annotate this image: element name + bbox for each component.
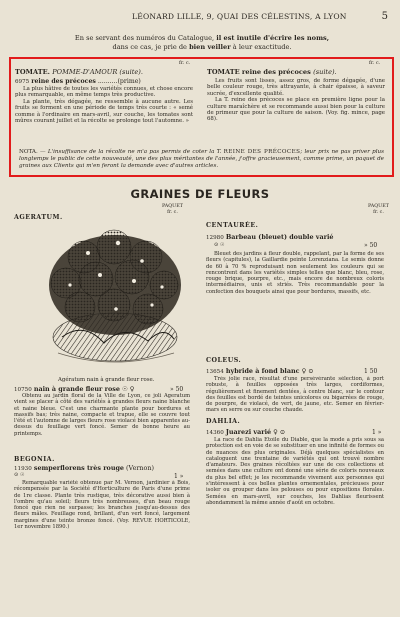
tomate-right-para-1: Les fruits sont lisses, assez gros, de forme dégagée, d'une belle couleur rouge, très attrayante, à chair épaisse, à saveur sucrée, d'excellente qualité.	[207, 78, 385, 97]
tomate-right-suite: (suite).	[313, 68, 337, 76]
entry-name: Barbeau (bleuet) double varié	[225, 233, 334, 241]
item-prime-label: ..........(prime)	[97, 78, 141, 85]
header-title: LÉONARD LILLE, 9, QUAI DES CÉLESTINS, A LYON	[132, 12, 347, 21]
tomate-title: TOMATE.	[15, 68, 50, 76]
item-number: 6975	[15, 79, 30, 85]
cultivation-symbols: ⊙ ☉	[14, 472, 25, 478]
entry-coleus-text: Très jolie race, résultat d'une persévérante sélection, à port robuste, à feuilles opposées très larges, cordiformes, régulièrement et finement dentées, à centre blanc, sur le contour des feuilles est bordé de teintes unicolores ou bigarrées de rouge, de pourpre, de violacé, de vert, de jaune, etc. Semer en février-mars en serre ou sur couche chaude.	[206, 376, 384, 414]
nota-text: — L'insuffisance de la récolte ne m'a pas permis de coter la T.	[39, 149, 222, 155]
paquet-label: PAQUET	[368, 204, 389, 209]
entry-number: 12980	[206, 235, 224, 241]
tomate-left-para-1: La plus hâtive de toutes les variétés connues, et chose encore plus remarquable, en même temps très productive.	[15, 86, 193, 99]
price-unit-right: fr. c.	[369, 60, 381, 66]
tomate-left-description	[15, 86, 193, 124]
tomate-left-title	[15, 68, 143, 76]
entry-price: 1 »	[372, 429, 382, 436]
intro-line2-bold: bien veiller	[189, 43, 231, 51]
entry-number: 10750	[14, 387, 32, 393]
entry-price: 1 »	[174, 473, 184, 480]
entry-price: » 50	[364, 242, 378, 249]
entry-ageratum	[14, 385, 134, 393]
category-begonia: BEGONIA.	[14, 456, 55, 463]
tomate-subtitle: POMME-D'AMOUR (suite).	[52, 68, 143, 76]
entry-number: 11930	[14, 466, 32, 472]
tomate-right-title-text: TOMATE reine des précoces	[207, 68, 311, 76]
entry-ageratum-text: Obtenu au jardin floral de la Ville de Lyon, ce joli Ageratum vient se placer à côté des variétés à grandes fleurs naine blanche et naine bleue. C'est une charmante plante pour bordures et massifs bas; très naine, compacte et trapue, elle se couvre tout l'été et l'automne de larges fleurs rose violacé bien apparentes au-dessus du feuillage vert foncé. Semer de bonne heure au printemps.	[14, 393, 190, 437]
tomate-left-para-2: La plante, très dégagée, ne ressemble à aucune autre. Les fruits se forment en une période de temps très courte : « semé comme à l'ordinaire en mars-avril, sur couche, les tomates sont mûres courant juillet et la récolte se prolonge tout l'automne. »	[15, 98, 193, 125]
entry-name: semperflorens très rouge	[33, 464, 124, 472]
entry-name: nain à grande fleur rose	[33, 385, 120, 393]
entry-centauree-text: Bleuet des jardins à fleur double, rappelant, par la forme de ses fleurs (capitules), la Gaillardie peinte Lorenziana. Le semis donne de 60 à 70 % reproduisant non seulement les couleurs qui se rencontrent dans les variétés simples telles que blanc, bleu, rose, rouge brique, pourpre, etc., mais encore de nombreux coloris intermédiaires, unis et striés. Très recommandable pour la confection des bouquets ainsi que pour bordures, massifs, etc.	[206, 251, 384, 295]
entry-number: 14360	[206, 430, 224, 436]
entry-begonia	[14, 464, 154, 472]
section-title: GRAINES DE FLEURS	[130, 187, 270, 201]
category-dahlia: DAHLIA.	[206, 418, 241, 425]
entry-price: 1 50	[364, 368, 378, 375]
nota-variety: REINE DES PRÉCOCES	[223, 149, 301, 155]
tomate-right-title	[207, 68, 337, 76]
category-ageratum: AGERATUM.	[14, 214, 63, 221]
intro-line1-pre: En se servant des numéros du Catalogue,	[74, 34, 215, 42]
tomate-right-para-2: La T. reine des précoces se place en première ligne pour la culture maraîchère et se recommande aussi bien pour la culture de primeur que pour la culture de saison. (Voy. fig. mince, page 68).	[207, 97, 385, 123]
intro-line2-pre: dans ce cas, je prie de	[112, 43, 187, 51]
cultivation-symbols: ♀ ⊙	[301, 367, 314, 375]
item-name: reine des précoces	[31, 78, 96, 85]
entry-coleus	[206, 367, 314, 375]
paquet-unit: fr. c.	[373, 209, 384, 215]
category-coleus: COLEUS.	[206, 357, 242, 364]
cultivation-symbols: ☉ ♀	[121, 385, 135, 393]
page-number: 5	[381, 11, 388, 22]
entry-price: » 50	[170, 386, 184, 393]
entry-dahlia-text: La race de Dahlia Etoile du Diable, que la mode a pris sous sa protection est en voie de se substituer en une infinité de formes ou de nuances des plus originales. Déjà quelques spécialistes en cataloguent une trentaine de variétés qui ont trouvé nombre d'amateurs. Des graines récoltées sur une de ces collections et semées dans une culture ont donné une série de coloris nouveaux du plus bel effet; je les recommande vivement aux personnes qui s'intéressent à ces belles plantes ornementales, précieuses pour isoler ou grouper dans les pelouses ou pour expositions florales. Semées en mars-avril, sur couches, les Dahlias fleurissent abondamment la même année d'août en octobre.	[206, 437, 384, 506]
tomate-item-line	[15, 78, 141, 85]
cultivation-symbols: ⊙ ☉	[214, 242, 225, 248]
paquet-unit: fr. c.	[167, 209, 178, 215]
illustration-caption: Agératum nain à grande fleur rose.	[58, 377, 155, 383]
ageratum-illustration	[44, 225, 186, 372]
entry-suffix: (Vernon)	[126, 464, 154, 472]
intro-line2-post: à leur exactitude.	[232, 43, 292, 51]
intro-line1-bold: il est inutile d'écrire les noms,	[216, 34, 330, 42]
paquet-header-left	[162, 204, 183, 215]
price-unit-left: fr. c.	[179, 60, 191, 66]
entry-number: 13654	[206, 369, 224, 375]
highlighted-tomate-box	[9, 57, 394, 177]
nota-text-2: ; leur prix ne pas priver plus longtemps le public de cette nouveauté, une des plus méritantes de l'année, j'offre gracieusement, comme prime, un paquet de graines aux Clients qui m'en feront la demande avec d'autres articles.	[19, 149, 384, 170]
cultivation-symbols: ♀ ⊙	[273, 428, 286, 436]
entry-dahlia	[206, 428, 285, 436]
category-centauree: CENTAURÉE.	[206, 222, 259, 229]
entry-centauree	[206, 233, 333, 241]
entry-name: hybride à fond blanc	[225, 367, 300, 375]
page-header	[14, 12, 390, 26]
nota-label: NOTA.	[19, 149, 38, 155]
tomate-right-description	[207, 78, 385, 123]
intro-notice	[32, 34, 372, 52]
entry-name: Juarezi varié	[225, 428, 272, 436]
entry-begonia-text: Remarquable variété obtenue par M. Vernon, jardinier à Bois, récompensée par la Société d'Horticulture de Paris d'une prime de 1re classe. Plante très rustique, très décorative aussi bien à l'ombre qu'au soleil; fleurs très nombreuses, d'un beau rouge foncé que rien ne surpasse; les branches jusqu'au-dessus des fleurs mâles. Feuillage rond, brillant, d'un vert foncé, largement margines d'une teinte bronze foncé. (Voy. REVUE HORTICOLE, 1er novembre 1890.)	[14, 480, 190, 531]
paquet-header-right	[368, 204, 389, 215]
nota-paragraph	[19, 149, 384, 171]
paquet-label: PAQUET	[162, 204, 183, 209]
